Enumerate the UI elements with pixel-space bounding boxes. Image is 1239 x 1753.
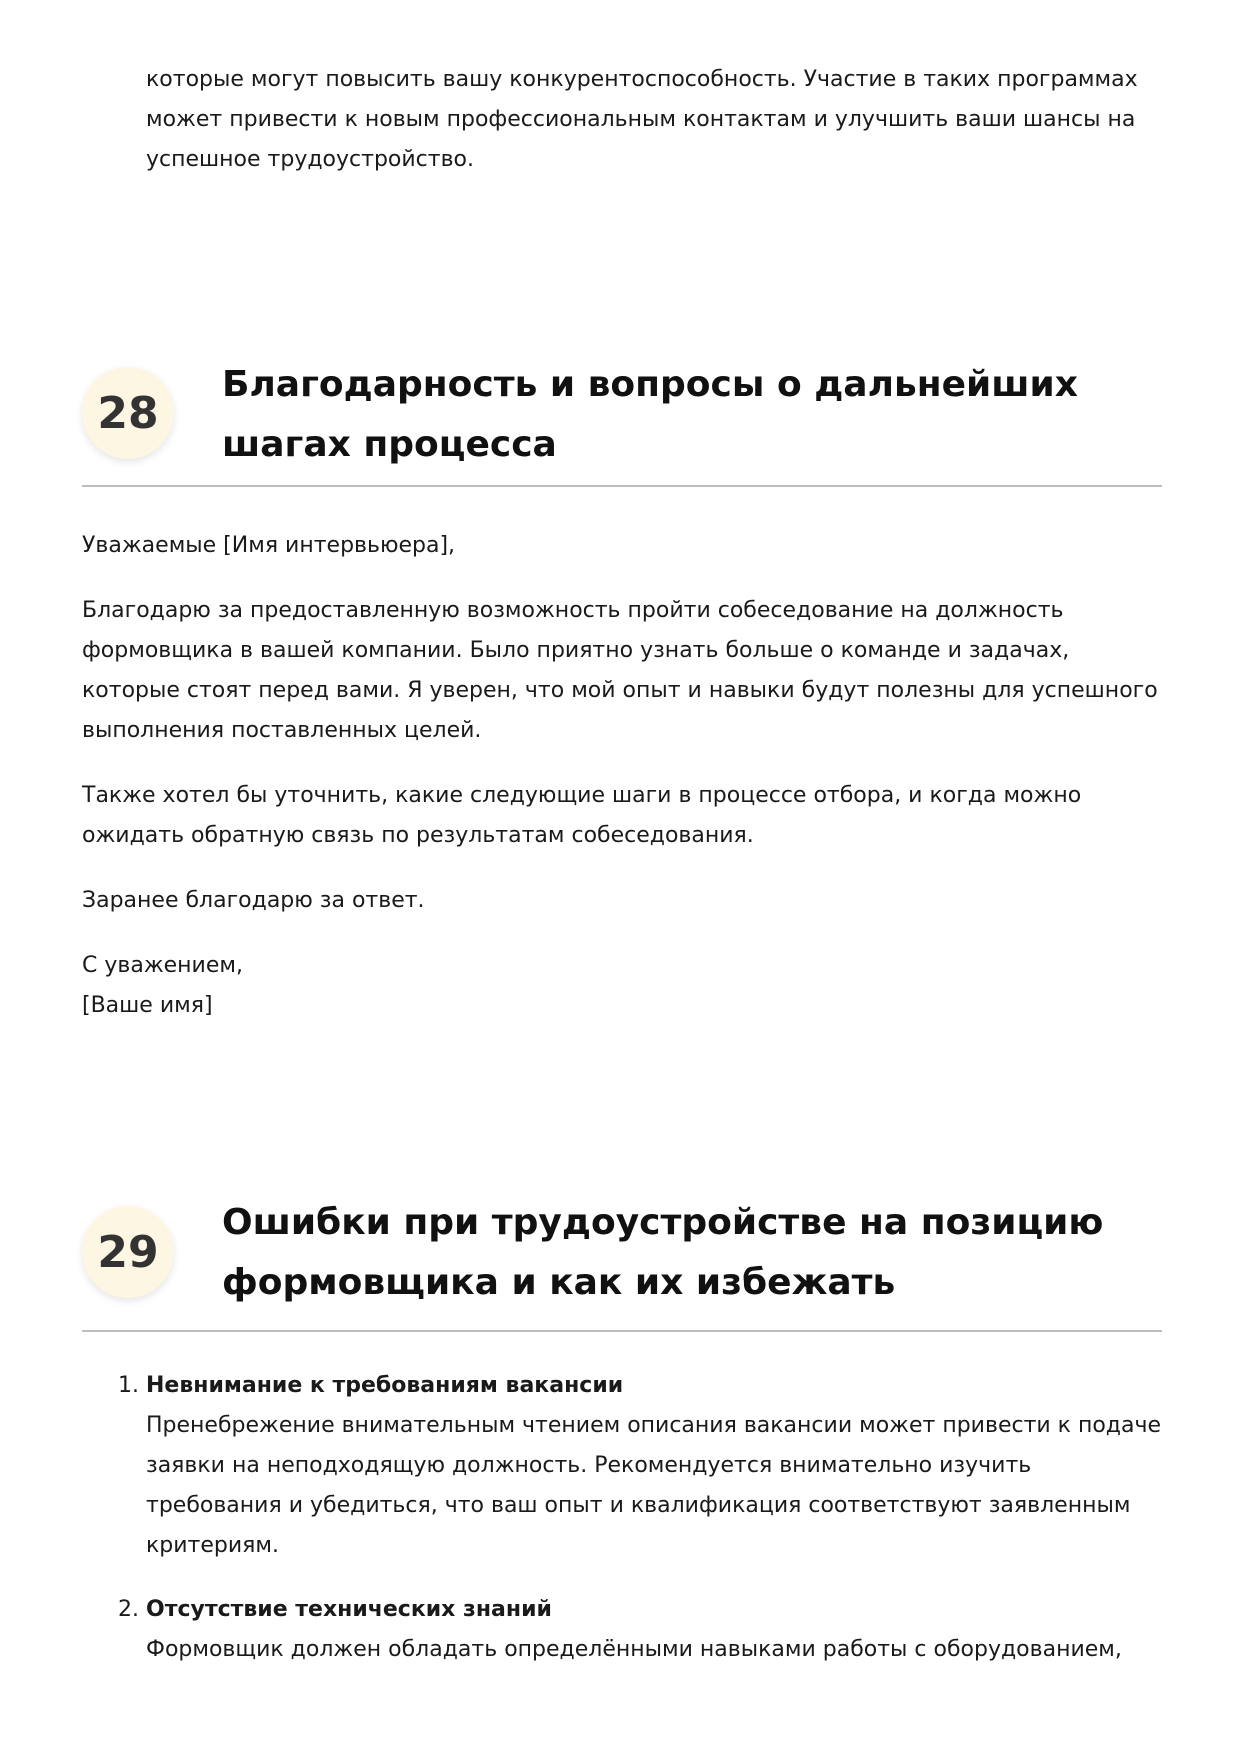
body-paragraph: Благодарю за предоставленную возможность пройти собеседование на должность формовщика в вашей компании. Было приятно узнать больше о команде и задачах, которые стоят перед вами. Я уверен, что мой опыт и навыки будут полезны для успешного выполнения поставленных целей. [82,598,1158,743]
list-item-text: Формовщик должен обладать определёнными навыками работы с оборудованием, [146,1637,1122,1662]
section-title: Благодарность и вопросы о дальнейших шагах процесса [222,364,1078,465]
list-item-number: 1. [118,1373,139,1398]
section-28-header [82,345,1162,487]
body-paragraph: Также хотел бы уточнить, какие следующие шаги в процессе отбора, и когда можно ожидать обратную связь по результатам собеседования. [82,783,1082,848]
closing-line: С уважением, [82,953,243,978]
body-paragraph: Заранее благодарю за ответ. [82,888,425,913]
section-title: Ошибки при трудоустройстве на позицию формовщика и как их избежать [222,1202,1104,1303]
list-item [82,1366,1162,1566]
list-item-title: Отсутствие технических знаний [146,1597,552,1622]
signature-line: [Ваше имя] [82,993,213,1018]
intro-paragraph: которые могут повысить вашу конкурентоспособность. Участие в таких программах может привести к новым профессиональным контактам и улучшить ваши шансы на успешное трудоустройство. [146,67,1138,172]
section-number-badge: 28 [82,367,174,459]
section-28-body [82,526,1162,1026]
list-item-title: Невнимание к требованиям вакансии [146,1373,624,1398]
section-29-header [82,1190,1162,1332]
list-item-number: 2. [118,1597,139,1622]
mistakes-list [82,1366,1162,1694]
list-item [82,1590,1162,1670]
greeting-paragraph: Уважаемые [Имя интервьюера], [82,533,456,558]
section-number-badge: 29 [82,1206,174,1298]
list-item-text: Пренебрежение внимательным чтением описания вакансии может привести к подаче заявки на неподходящую должность. Рекомендуется внимательно изучить требования и убедиться, что ваш опыт и квалификация соответствуют заявленным критериям. [146,1413,1162,1558]
closing-paragraph [82,946,1162,1026]
